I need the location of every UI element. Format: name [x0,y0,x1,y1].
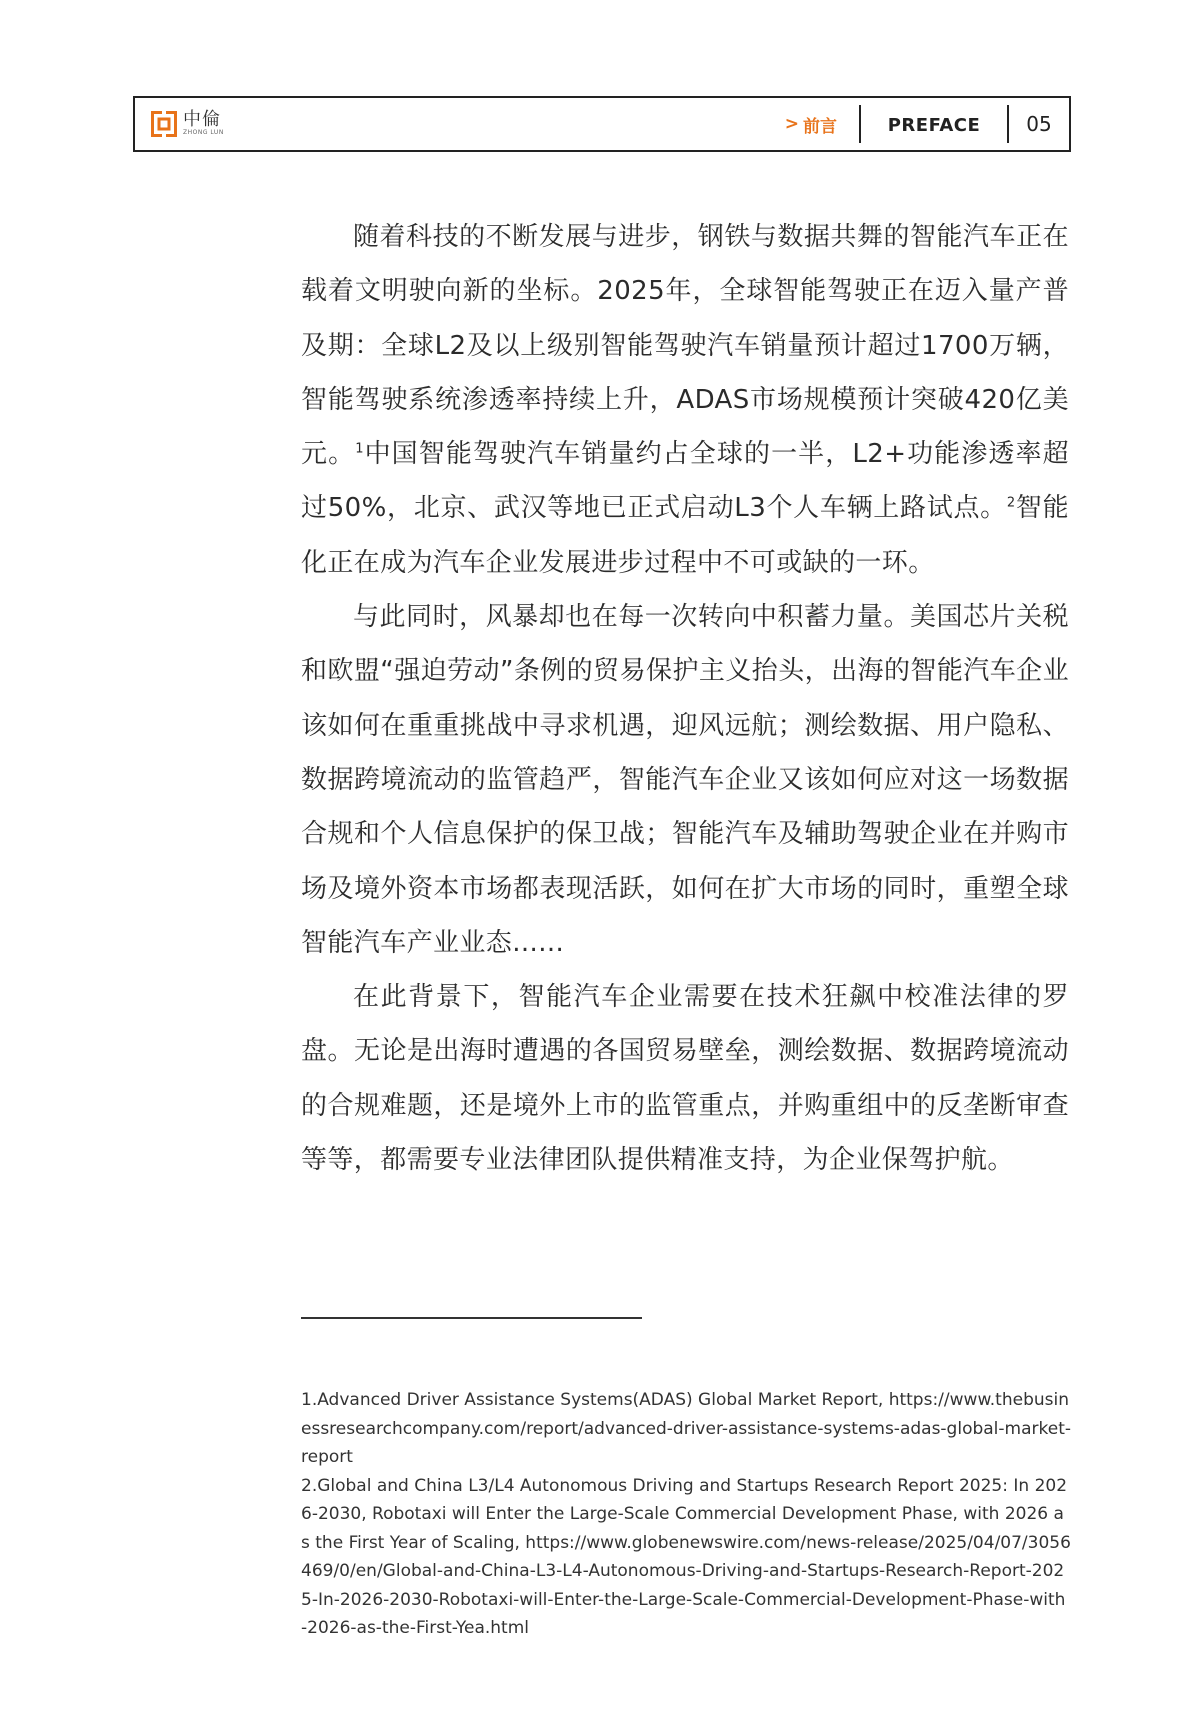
footnote: 1.Advanced Driver Assistance Systems(ADAS) Global Market Report, https://www.thebusinessresearchcompany.com/report/advanced-driver-assistance-systems-adas-global-market-report [301,1390,1072,1467]
section-title-en: PREFACE [887,115,981,136]
chevron-right-icon: > [784,114,799,134]
section-title-cn-label: 前言 [803,116,837,137]
footnote: 2.Global and China L3/L4 Autonomous Driving and Startups Research Report 2025: In 2026-2030, Robotaxi will Enter the Large-Scale Commercial Development Phase, with 2026 as the First Year of Scaling, https://www.globenewswire.com/news-release/2025/04/07/3056469/0/en/Global-and-China-L3-L4-Autonomous-Driving-and-Startups-Research-Report-2025-In-2026-2030-Robotaxi-will-Enter-the-Large-Scale-Commercial-Development-Phase-with-2026-as-the-First-Yea.html [301,1475,1071,1638]
logo-english-name: ZHONG LUN [183,129,224,136]
paragraph-text: 智能化正在成为汽车企业发展进步过程中不可或缺的一环。 [301,493,1069,578]
paragraph-text: 中国智能驾驶汽车销量约占全球的一半，L2+功能渗透率超过50%，北京、武汉等地已正式启动L3个人车辆上路试点。 [301,439,1069,524]
logo [151,111,224,137]
logo-mark-icon [151,111,177,137]
paragraph: 与此同时，风暴却也在每一次转向中积蓄力量。美国芯片关税和欧盟“强迫劳动”条例的贸易保护主义抬头，出海的智能汽车企业该如何在重重挑战中寻求机遇，迎风远航；测绘数据、用户隐私、数据跨境流动的监管趋严，智能汽车企业又该如何应对这一场数据合规和个人信息保护的保卫战；智能汽车及辅助驾驶企业在并购市场及境外资本市场都表现活跃，如何在扩大市场的同时，重塑全球智能汽车产业业态...... [301,602,1069,958]
page-number: 05 [1026,112,1052,136]
page-header [133,96,1071,152]
paragraph: 在此背景下，智能汽车企业需要在技术狂飙中校准法律的罗盘。无论是出海时遭遇的各国贸易壁垒，测绘数据、数据跨境流动的合规难题，还是境外上市的监管重点，并购重组中的反垄断审查等等，都需要专业法律团队提供精准支持，为企业保驾护航。 [301,982,1069,1176]
footnote-ref: 1 [355,441,364,457]
logo-chinese-name: 中倫 [183,109,221,130]
footnote-ref: 2 [1006,495,1016,511]
paragraph-text: 随着科技的不断发展与进步，钢铁与数据共舞的智能汽车正在载着文明驶向新的坐标。2025年，全球智能驾驶正在迈入量产普及期：全球L2及以上级别智能驾驶汽车销量预计超过1700万辆，智能驾驶系统渗透率持续上升，ADAS市场规模预计突破420亿美元。 [301,222,1069,470]
preface-body [301,210,1069,1187]
paragraph [301,210,1069,590]
footnote-divider [301,1317,642,1319]
section-title-cn [785,112,859,137]
footnotes [301,1386,1071,1643]
